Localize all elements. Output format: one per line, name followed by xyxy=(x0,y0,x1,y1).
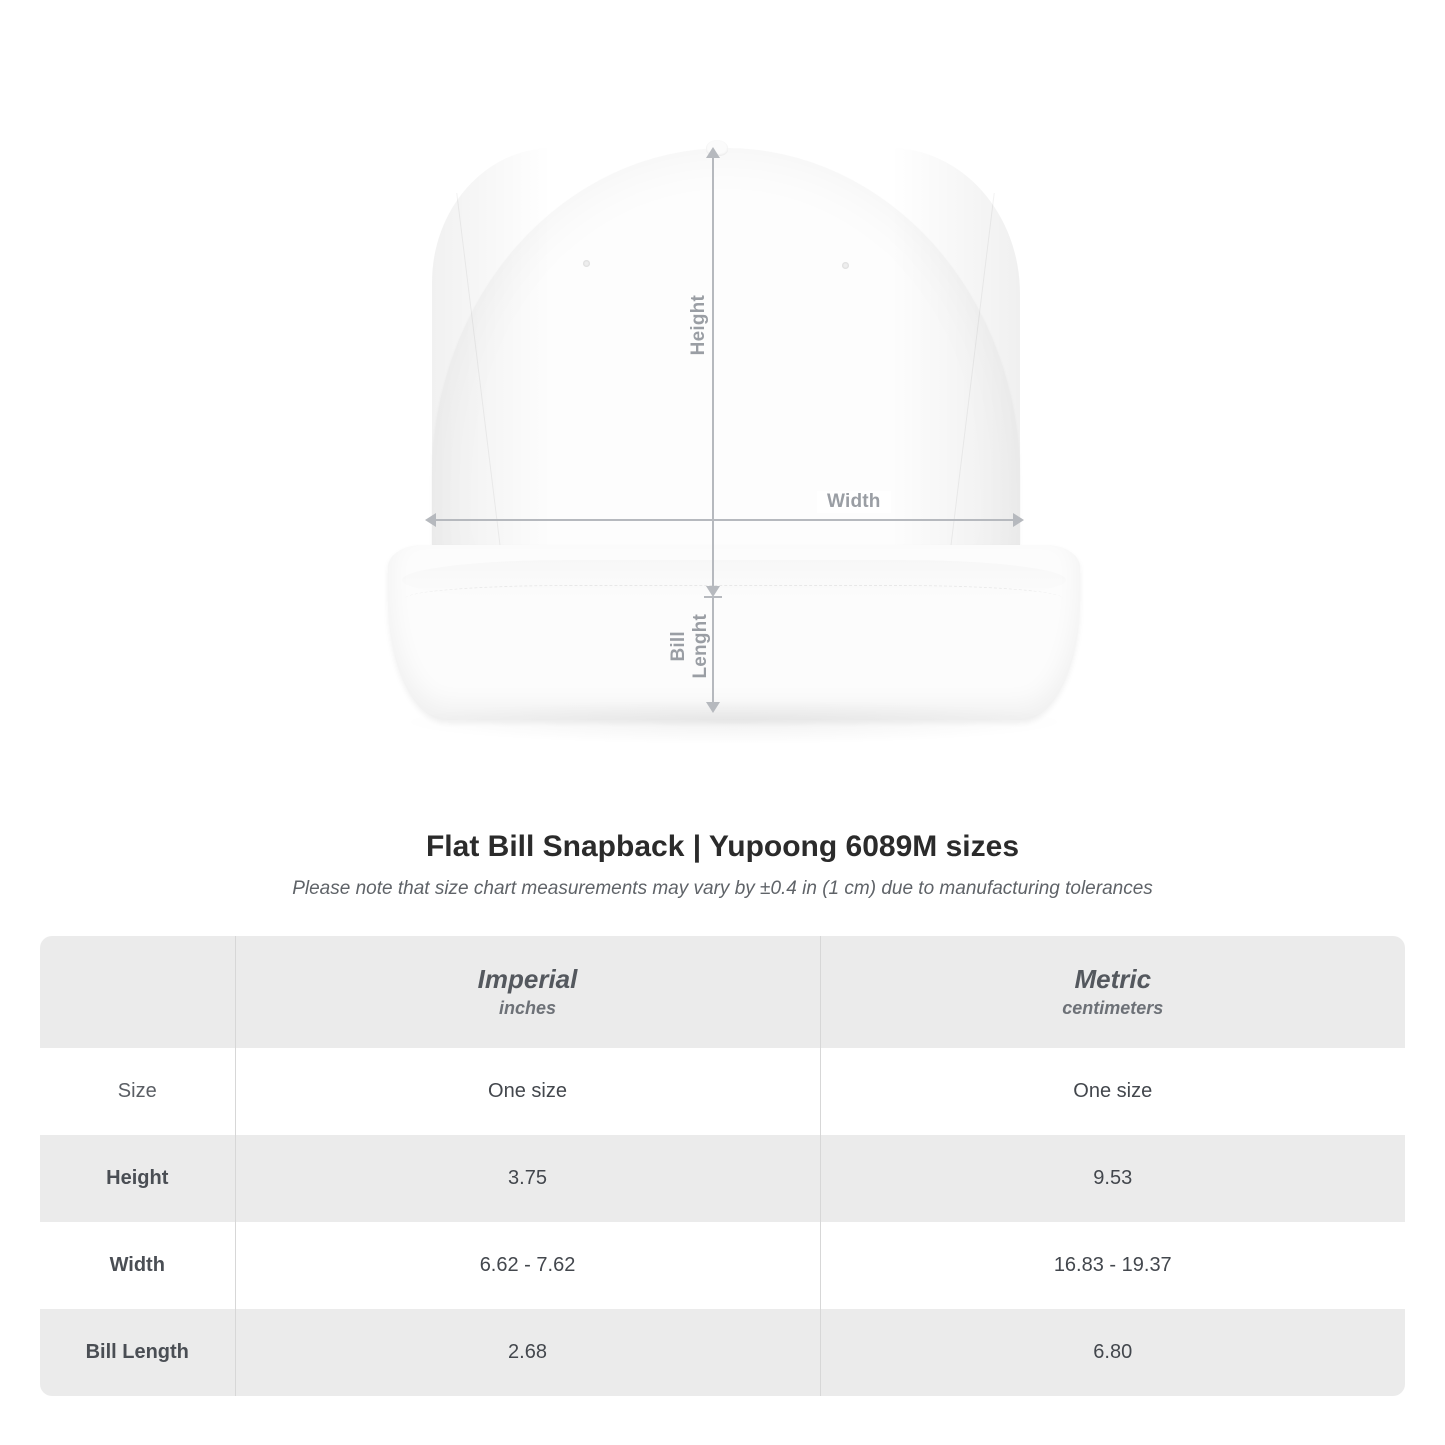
row-label-height: Height xyxy=(106,1167,169,1189)
cap-bill-stitching xyxy=(405,585,1063,612)
table-row xyxy=(40,1135,1405,1222)
header-imperial-unit: inches xyxy=(498,998,557,1018)
table-row xyxy=(40,1048,1405,1135)
size-table-wrapper xyxy=(40,936,1405,1396)
cap-crown xyxy=(432,148,1020,598)
caption-block xyxy=(0,830,1445,900)
header-metric-name: Metric xyxy=(1074,964,1152,994)
bill-guide-label-line1: Bill xyxy=(668,631,689,662)
row-height-imperial: 3.75 xyxy=(235,1135,820,1222)
header-corner-cell xyxy=(40,936,235,1048)
cap-bill-shadow xyxy=(404,700,1064,744)
table-row xyxy=(40,1222,1405,1309)
row-label-width: Width xyxy=(109,1254,165,1276)
row-label-size: Size xyxy=(117,1080,157,1102)
bill-arrow-down-icon xyxy=(706,702,720,713)
height-guide-label: Height xyxy=(688,295,709,356)
height-guide-line xyxy=(712,155,714,595)
row-width-imperial: 6.62 - 7.62 xyxy=(235,1222,820,1309)
table-row xyxy=(40,1309,1405,1396)
header-metric xyxy=(820,936,1405,1048)
page-title: Flat Bill Snapback | Yupoong 6089M sizes xyxy=(425,830,1019,863)
width-arrow-left-icon xyxy=(425,513,436,527)
width-guide-label: Width xyxy=(817,491,891,513)
row-width-metric: 16.83 - 19.37 xyxy=(1053,1254,1172,1276)
header-imperial-name: Imperial xyxy=(477,964,578,994)
tolerance-note: Please note that size chart measurements may vary by ±0.4 in (1 cm) due to manufacturing tolerances xyxy=(292,878,1153,899)
header-metric-unit: centimeters xyxy=(1062,998,1164,1018)
bill-guide-label xyxy=(668,614,712,679)
cap-eyelet-right xyxy=(842,262,849,269)
width-guide-line xyxy=(432,519,1020,521)
row-label-bill-length: Bill Length xyxy=(85,1341,189,1363)
width-arrow-right-icon xyxy=(1013,513,1024,527)
row-size-imperial: One size xyxy=(235,1048,820,1135)
row-size-metric: One size xyxy=(1073,1080,1153,1102)
table-header-row xyxy=(40,936,1405,1048)
row-bill-length-metric: 6.80 xyxy=(1093,1341,1133,1363)
height-arrow-up-icon xyxy=(706,147,720,158)
row-height-metric: 9.53 xyxy=(1093,1167,1133,1189)
bill-guide-label-line2: Lenght xyxy=(690,614,711,679)
crown-shadow-left xyxy=(432,148,552,598)
size-table xyxy=(40,936,1405,1396)
cap-eyelet-left xyxy=(583,260,590,267)
row-bill-length-imperial: 2.68 xyxy=(235,1309,820,1396)
bill-guide-line xyxy=(712,598,714,710)
header-imperial xyxy=(235,936,820,1048)
crown-shadow-right xyxy=(890,148,1020,598)
